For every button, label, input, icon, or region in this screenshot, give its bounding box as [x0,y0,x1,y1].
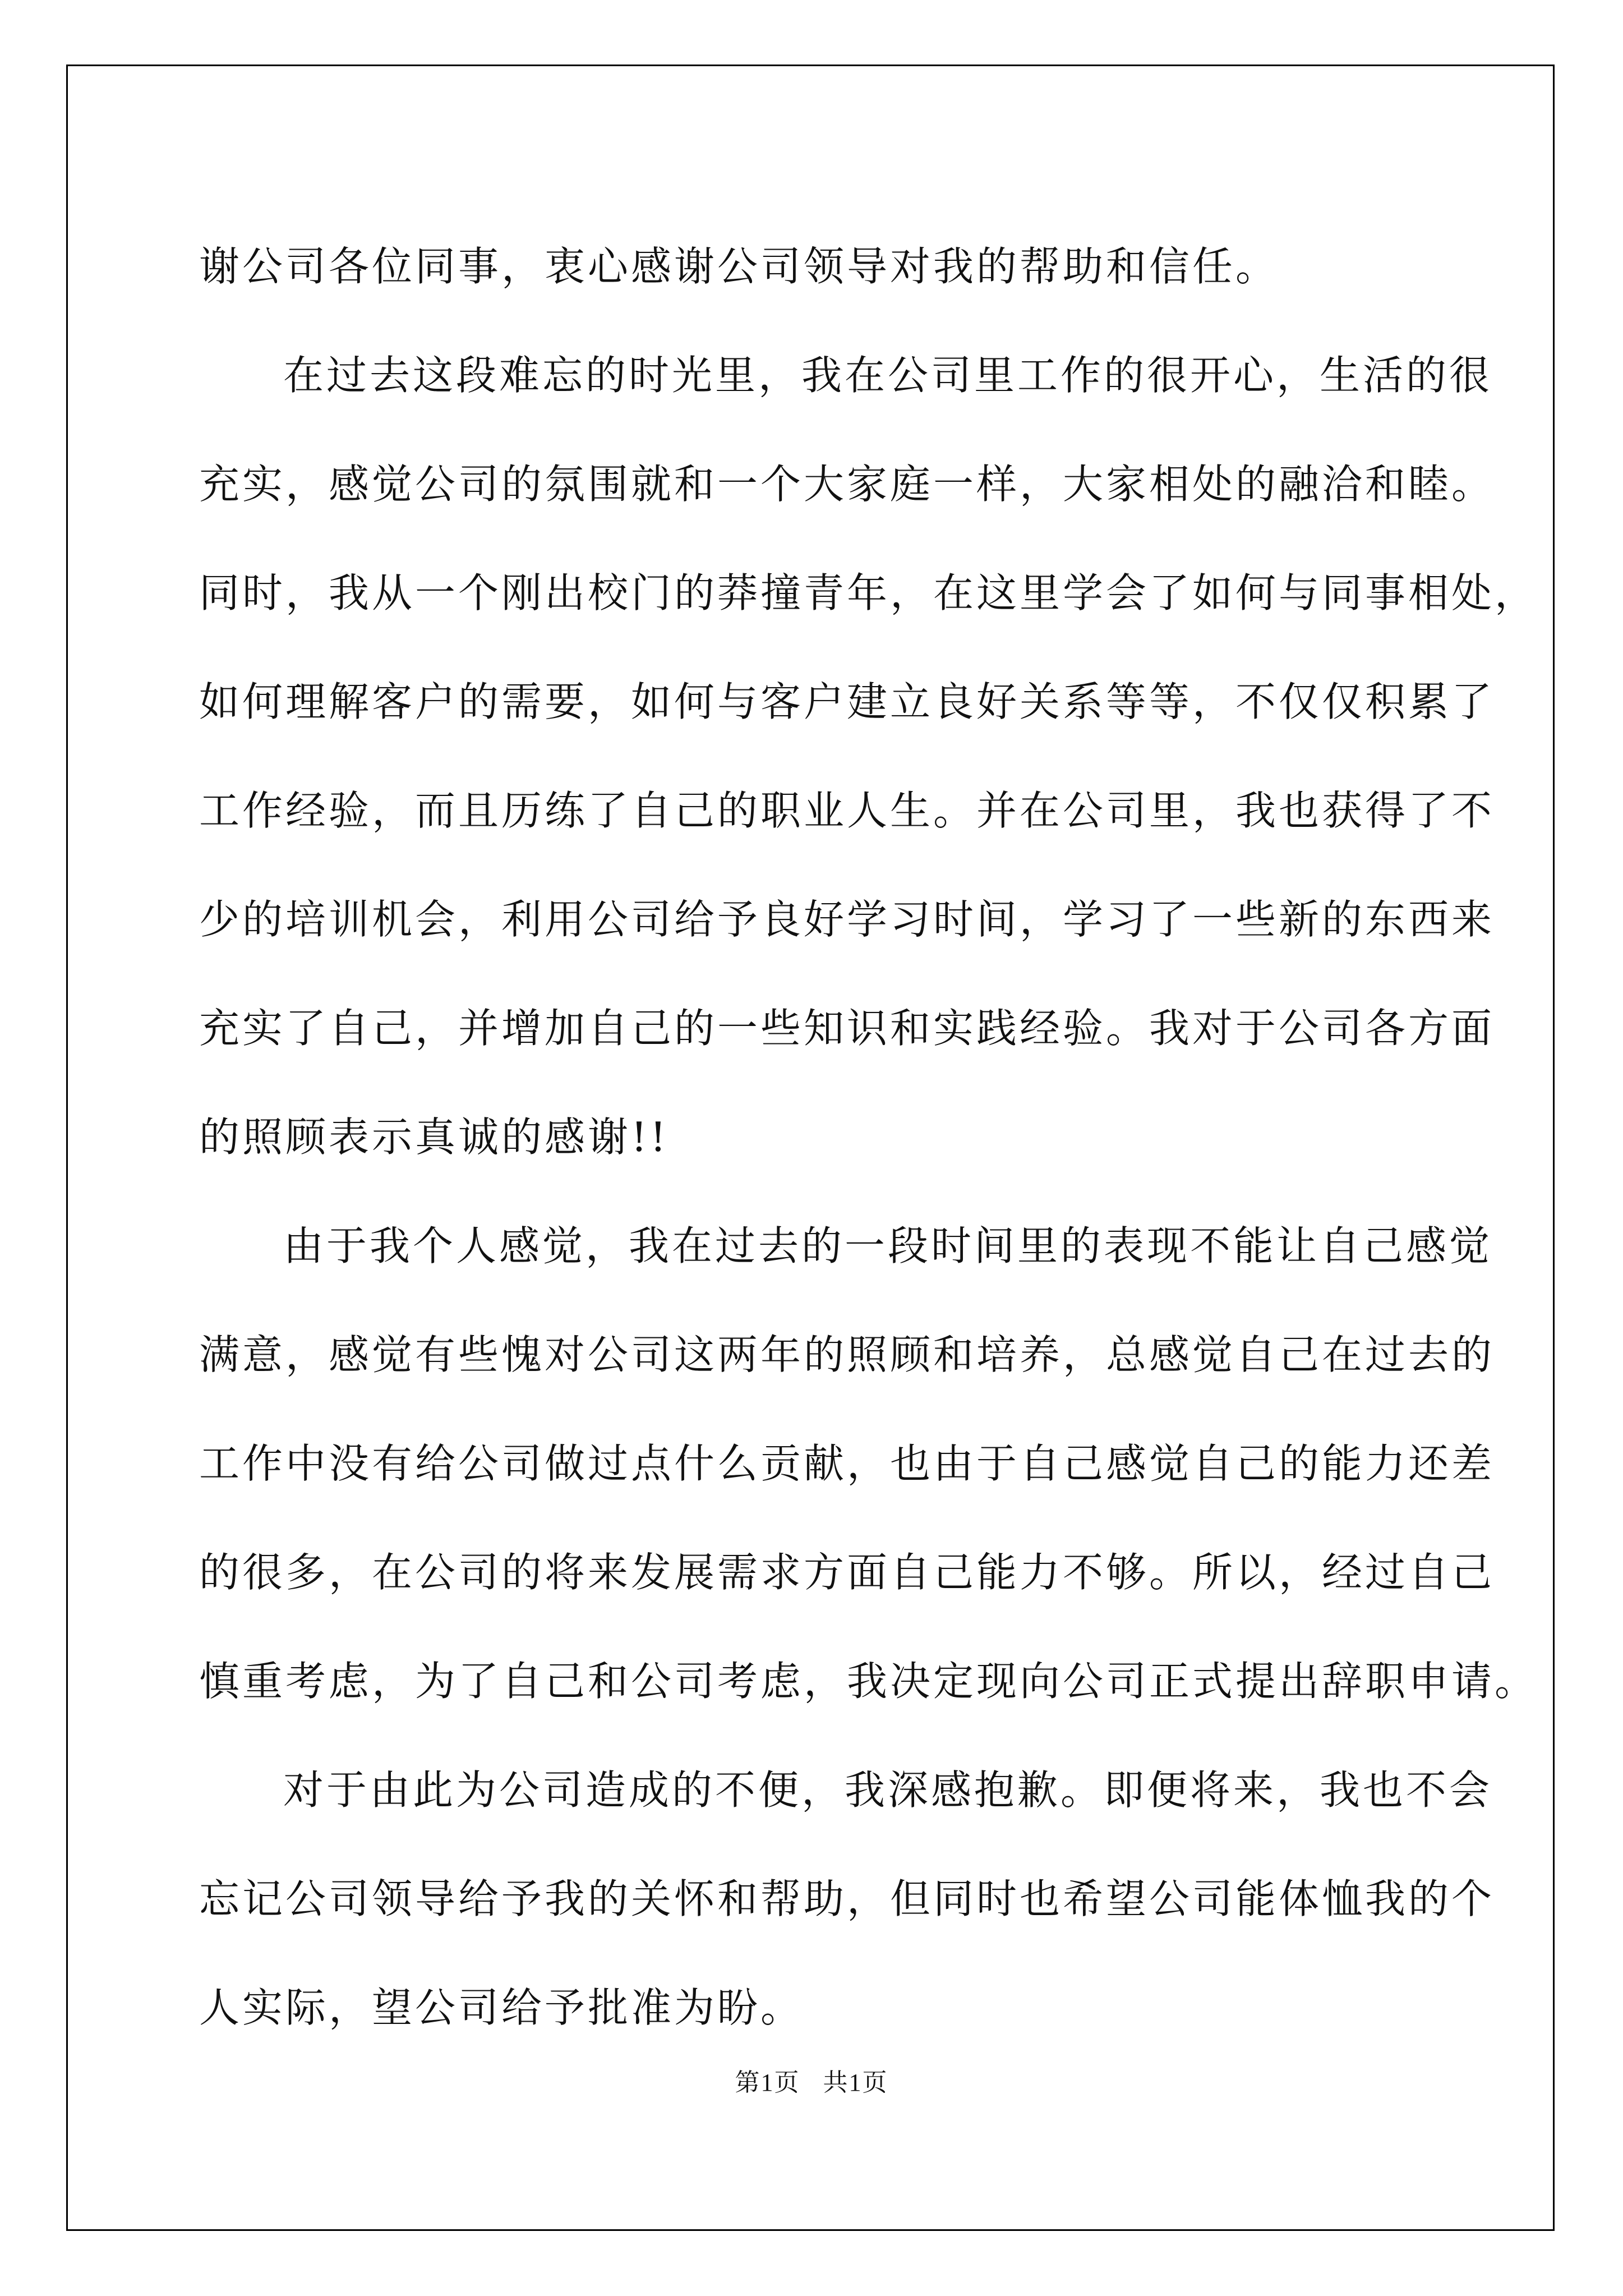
page-footer [0,2066,1623,2100]
text-line-8: 充实了自己，并增加自己的一些知识和实践经验。我对于公司各方面 [199,1005,1495,1052]
text-line-17: 人实际，望公司给予批准为盼。 [199,1984,804,2031]
text-line-16: 忘记公司领导给予我的关怀和帮助，但同时也希望公司能体恤我的个 [199,1875,1495,1922]
text-line-14: 慎重考虑，为了自己和公司考虑，我决定现向公司正式提出辞职申请。 [199,1658,1538,1705]
text-line-9: 的照顾表示真诚的感谢!! [199,1114,669,1161]
text-line-3: 充实，感觉公司的氛围就和一个大家庭一样，大家相处的融洽和睦。 [199,461,1495,508]
text-line-6: 工作经验，而且历练了自己的职业人生。并在公司里，我也获得了不 [199,787,1495,834]
text-line-10: 由于我个人感觉，我在过去的一段时间里的表现不能让自己感觉 [283,1222,1493,1269]
document-body [199,212,1538,2062]
text-line-5: 如何理解客户的需要，如何与客户建立良好关系等等，不仅仅积累了 [199,678,1495,725]
text-line-12: 工作中没有给公司做过点什么贡献，也由于自己感觉自己的能力还差 [199,1440,1495,1487]
text-line-1: 谢公司各位同事，衷心感谢公司领导对我的帮助和信任。 [199,243,1279,290]
text-line-15: 对于由此为公司造成的不便，我深感抱歉。即便将来，我也不会 [283,1766,1493,1814]
page-number: 第1页 [735,2069,800,2096]
text-line-7: 少的培训机会，利用公司给予良好学习时间，学习了一些新的东西来 [199,896,1495,943]
text-line-4: 同时，我从一个刚出校门的莽撞青年，在这里学会了如何与同事相处， [199,569,1538,616]
text-line-11: 满意，感觉有些愧对公司这两年的照顾和培养，总感觉自己在过去的 [199,1331,1495,1378]
text-line-2: 在过去这段难忘的时光里，我在公司里工作的很开心，生活的很 [283,352,1493,399]
text-line-13: 的很多，在公司的将来发展需求方面自己能力不够。所以，经过自己 [199,1549,1495,1596]
page-total: 共1页 [823,2069,888,2096]
